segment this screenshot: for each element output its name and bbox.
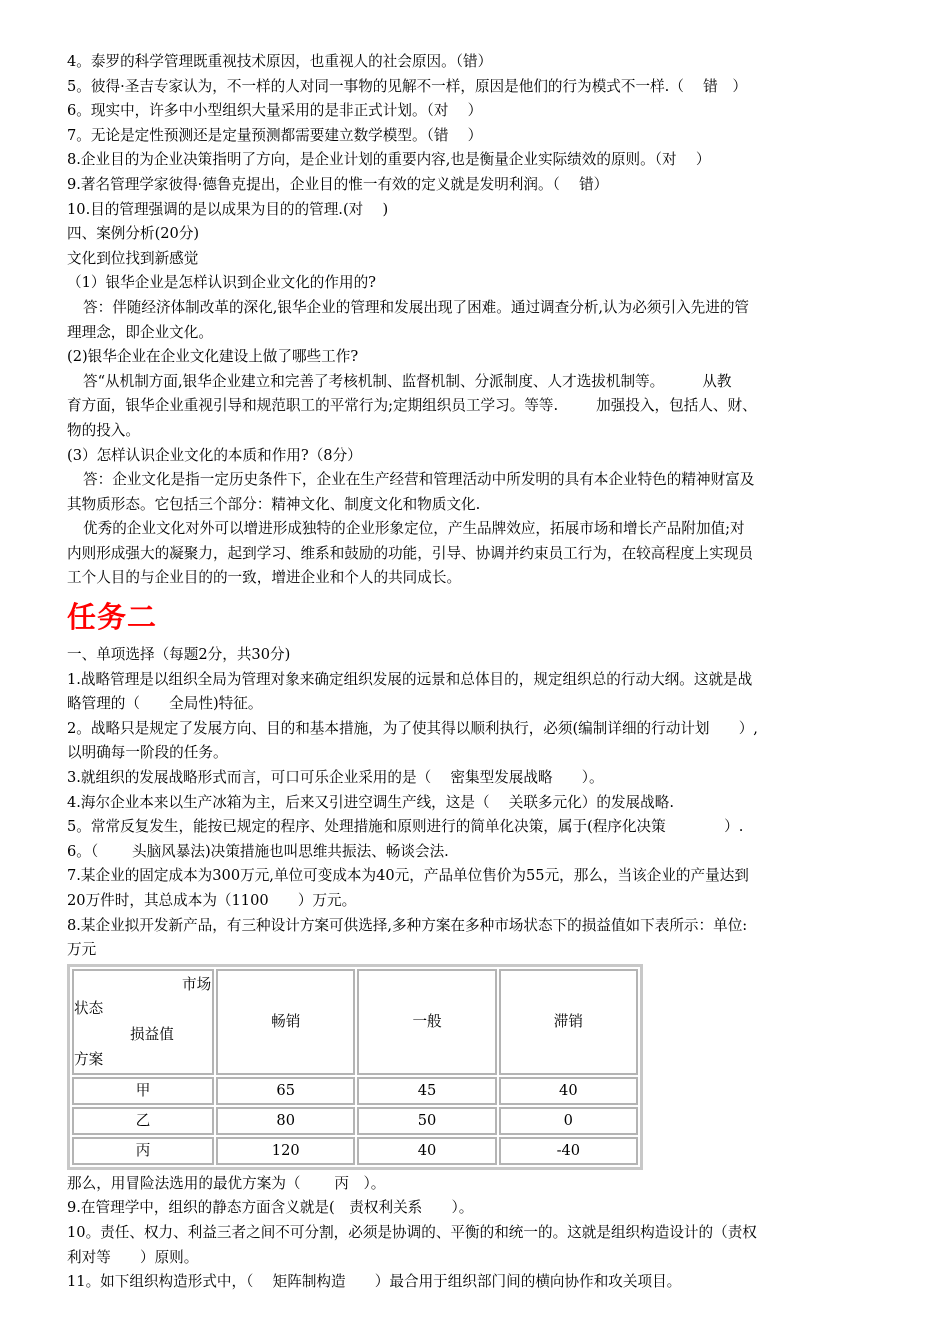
table-cell: 45 <box>357 1077 496 1105</box>
case-answer-2-part-b: 从教 <box>702 372 732 390</box>
choice-question-4: 4.海尔企业本来以生产冰箱为主，后来又引进空调生产线，这是（ 关联多元化）的发展战略. <box>67 793 674 811</box>
case-question-1: （1）银华企业是怎样认识到企业文化的作用的? <box>67 274 376 292</box>
tf-item-8: 8.企业目的为企业决策指明了方向，是企业计划的重要内容,也是衡量企业实际绩效的原则。（对 ） <box>67 151 711 169</box>
choice-question-8-conclusion: 那么，用冒险法选用的最优方案为（ 丙 ）。 <box>67 1174 386 1192</box>
table-row <box>72 1077 638 1105</box>
choice-question-3: 3.就组织的发展战略形式而言，可口可乐企业采用的是（ 密集型发展战略 ）。 <box>67 769 604 787</box>
tf-item-5: 5。彼得·圣吉专家认为，不一样的人对同一事物的见解不一样，原因是他们的行为模式不一样.（ 错 ） <box>67 77 747 95</box>
table-row <box>72 1107 638 1135</box>
case-answer-2-part-d: 加强投入，包括人、财、 <box>596 397 757 415</box>
case-answer-2-line-1 <box>67 370 867 395</box>
tf-item-6: 6。现实中，许多中小型组织大量采用的是非正式计划。（对 ） <box>67 102 483 120</box>
case-answer-3-line-5: 工个人目的与企业目的的一致，增进企业和个人的共同成长。 <box>67 569 462 587</box>
case-answer-2-line-2 <box>67 394 867 419</box>
table-cell: 50 <box>357 1107 496 1135</box>
case-answer-1-line-2: 理理念，即企业文化。 <box>67 323 213 341</box>
choice-question-6: 6。（ 头脑风暴法)决策措施也叫思维共振法、畅谈会法. <box>67 842 449 860</box>
choice-question-8-line-1: 8.某企业拟开发新产品，有三种设计方案可供选择,多种方案在多种市场状态下的损益值如下表所示：单位: <box>67 916 748 934</box>
case-answer-2-part-a: 答“从机制方面,银华企业建立和完善了考核机制、监督机制、分派制度、人才选拔机制等。 <box>83 372 665 390</box>
column-header-normal: 一般 <box>357 969 496 1075</box>
corner-label-value: 损益值 <box>130 1025 174 1043</box>
case-answer-1-line-1: 答：伴随经济体制改革的深化,银华企业的管理和发展出现了困难。通过调查分析,认为必须引入先进的管 <box>83 298 750 316</box>
row-plan-label: 乙 <box>72 1107 214 1135</box>
table-cell: 0 <box>499 1107 638 1135</box>
tf-item-7: 7。无论是定性预测还是定量预测都需要建立数学模型。（错 ） <box>67 126 483 144</box>
payoff-table-header-row <box>72 969 638 1075</box>
table-cell: 120 <box>216 1137 355 1165</box>
column-header-hot-sale: 畅销 <box>216 969 355 1075</box>
choice-question-10-line-2: 利对等 ）原则。 <box>67 1248 199 1266</box>
task-two-heading: 任务二 <box>67 600 158 635</box>
choice-question-9: 9.在管理学中，组织的静态方面含义就是( 责权利关系 ）。 <box>67 1199 474 1217</box>
choice-question-7-line-2: 20万件时，其总成本为（1100 ）万元。 <box>67 892 357 909</box>
case-answer-2-part-c: 育方面，银华企业重视引导和规范职工的平常行为;定期组织员工学习。等等. <box>67 397 559 415</box>
tf-item-4: 4。泰罗的科学管理既重视技术原因，也重视人的社会原因。（错） <box>67 53 493 70</box>
corner-label-market: 市场 <box>182 975 212 993</box>
column-header-slow-sale: 滞销 <box>499 969 638 1075</box>
choice-question-11: 11。如下组织构造形式中，（ 矩阵制构造 ）最合用于组织部门间的横向协作和攻关项目。 <box>67 1273 682 1291</box>
case-question-2: (2)银华企业在企业文化建设上做了哪些工作? <box>67 348 359 366</box>
choice-question-1-line-2: 略管理的（ 全局性)特征。 <box>67 695 263 713</box>
choice-question-7-line-1: 7.某企业的固定成本为300万元,单位可变成本为40元，产品单位售价为55元，那么，当该企业的产量达到 <box>67 867 749 885</box>
choice-question-10-line-1: 10。责任、权力、利益三者之间不可分割，必须是协调的、平衡的和统一的。这就是组织构造设计的（责权 <box>67 1223 757 1241</box>
table-cell: 65 <box>216 1077 355 1105</box>
tf-item-9: 9.著名管理学家彼得·德鲁克提出，企业目的惟一有效的定义就是发明利润。（ 错） <box>67 175 609 193</box>
corner-label-plan: 方案 <box>74 1050 104 1068</box>
choice-question-2-line-2: 以明确每一阶段的任务。 <box>67 744 228 762</box>
table-cell: 40 <box>499 1077 638 1105</box>
case-answer-2-line-3: 物的投入。 <box>67 421 140 439</box>
choice-question-8-line-2: 万元 <box>67 941 97 959</box>
choice-question-1-line-1: 1.战略管理是以组织全局为管理对象来确定组织发展的远景和总体目的，规定组织总的行动大纲。这就是战 <box>67 670 753 688</box>
case-answer-3-line-3: 优秀的企业文化对外可以增进形成独特的企业形象定位，产生品牌效应，拓展市场和增长产品附加值;对 <box>83 520 745 538</box>
choice-question-2-line-1: 2。战略只是规定了发展方向、目的和基本措施，为了使其得以顺利执行，必须(编制详细的行动计划 ）, <box>67 719 758 737</box>
choice-question-5: 5。常常反复发生，能按已规定的程序、处理措施和原则进行的简单化决策，属于(程序化决策 ）. <box>67 818 744 836</box>
table-row <box>72 1137 638 1165</box>
case-question-3: (3）怎样认识企业文化的本质和作用?（8分） <box>67 446 362 464</box>
row-plan-label: 甲 <box>72 1077 214 1105</box>
table-cell: -40 <box>499 1137 638 1165</box>
table-cell: 40 <box>357 1137 496 1165</box>
corner-label-state: 状态 <box>74 999 104 1017</box>
payoff-table <box>67 964 643 1170</box>
document-page <box>67 50 867 1295</box>
case-answer-3-line-4: 内则形成强大的凝聚力，起到学习、维系和鼓励的功能，引导、协调并约束员工行为，在较高程度上实现员 <box>67 544 753 562</box>
case-answer-3-line-2: 其物质形态。它包括三个部分：精神文化、制度文化和物质文化. <box>67 495 481 513</box>
tf-item-10: 10.目的管理强调的是以成果为目的的管理.(对 ) <box>67 200 389 218</box>
payoff-table-corner-cell <box>72 969 214 1075</box>
table-cell: 80 <box>216 1107 355 1135</box>
single-choice-section-title: 一、单项选择（每题2分，共30分) <box>67 646 291 664</box>
row-plan-label: 丙 <box>72 1137 214 1165</box>
case-subtitle: 文化到位找到新感觉 <box>67 249 199 267</box>
case-section-title: 四、案例分析(20分) <box>67 225 200 243</box>
case-answer-3-line-1: 答：企业文化是指一定历史条件下，企业在生产经营和管理活动中所发明的具有本企业特色的精神财富及 <box>83 471 755 489</box>
